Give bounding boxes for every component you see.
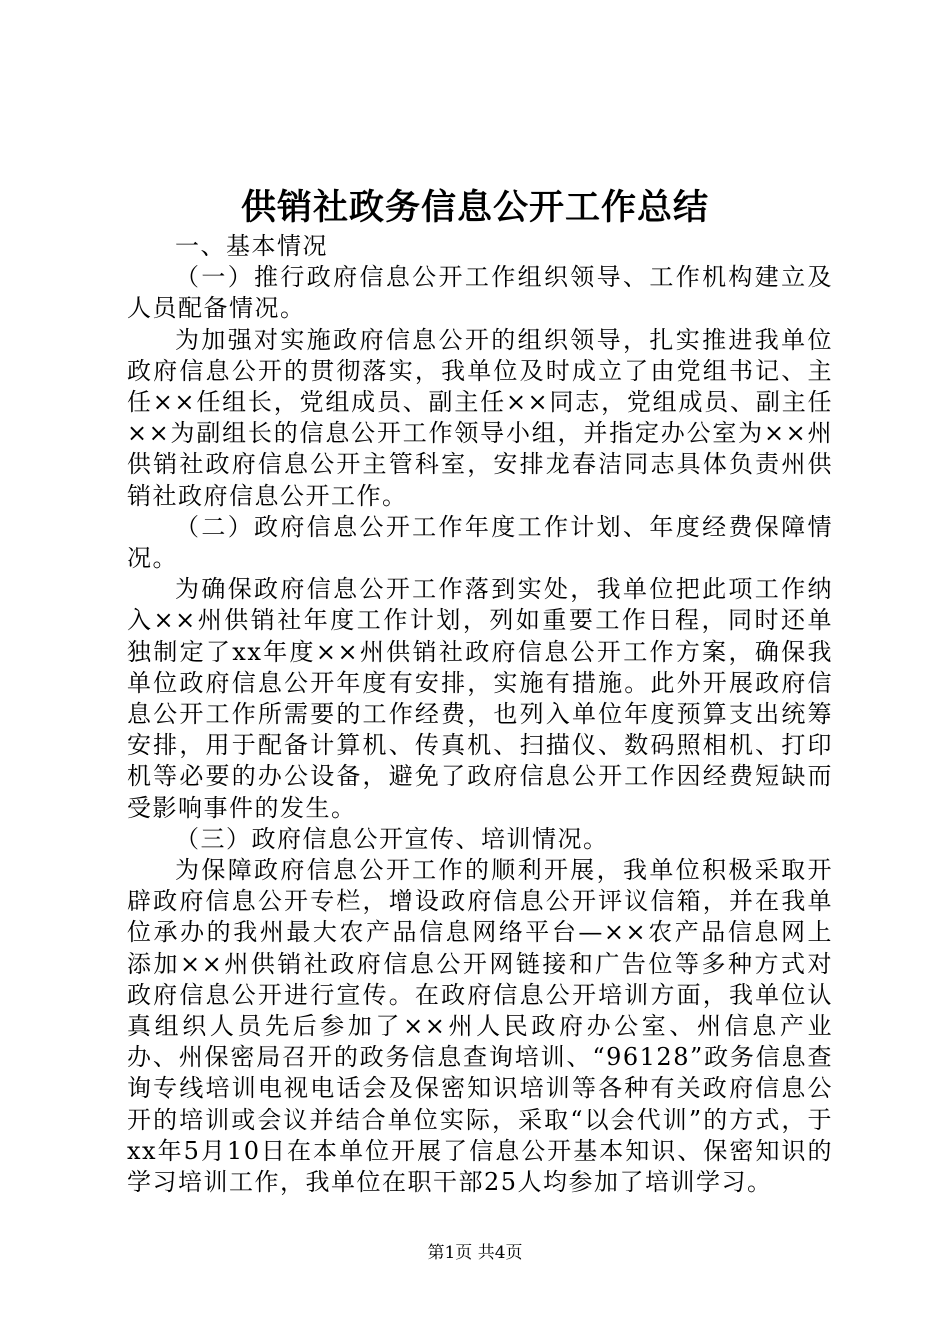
paragraph-2: 为确保政府信息公开工作落到实处，我单位把此项工作纳入××州供销社年度工作计划，列如重要工作日程，同时还单独制定了xx年度××州供销社政府信息公开工作方案，确保我单位政府信息公开年度有安排，实施有措施。此外开展政府信息公开工作所需要的工作经费，也列入单位年度预算支出统筹安排，用于配备计算机、传真机、扫描仪、数码照相机、打印机等必要的办公设备，避免了政府信息公开工作因经费短缺而受影响事件的发生。 bbox=[127, 575, 833, 822]
subsection-heading-1: （一）推行政府信息公开工作组织领导、工作机构建立及人员配备情况。 bbox=[127, 263, 833, 323]
page-footer: 第1页 共4页 bbox=[427, 1243, 523, 1263]
document-body bbox=[127, 231, 833, 1198]
section-heading-basic-situation: 一、基本情况 bbox=[175, 232, 328, 260]
subsection-heading-2: （二）政府信息公开工作年度工作计划、年度经费保障情况。 bbox=[127, 512, 833, 573]
subsection-heading-3: （三）政府信息公开宣传、培训情况。 bbox=[175, 824, 609, 853]
paragraph-1: 为加强对实施政府信息公开的组织领导，扎实推进我单位政府信息公开的贯彻落实，我单位及时成立了由党组书记、主任××任组长，党组成员、副主任××同志，党组成员、副主任××为副组长的信息公开工作领导小组，并指定办公室为××州供销社政府信息公开主管科室，安排龙春洁同志具体负责州供销社政府信息公开工作。 bbox=[127, 325, 833, 510]
paragraph-3: 为保障政府信息公开工作的顺利开展，我单位积极采取开辟政府信息公开专栏，增设政府信息公开评议信箱，并在我单位承办的我州最大农产品信息网络平台—××农产品信息网上添加××州供销社政府信息公开网链接和广告位等多种方式对政府信息公开进行宣传。在政府信息公开培训方面，我单位认真组织人员先后参加了××州人民政府办公室、州信息产业办、州保密局召开的政务信息查询培训、“96128”政务信息查询专线培训电视电话会及保密知识培训等各种有关政府信息公开的培训或会议并结合单位实际，采取“以会代训”的方式，于xx年5月10日在本单位开展了信息公开基本知识、保密知识的学习培训工作，我单位在职干部25人均参加了培训学习。 bbox=[127, 856, 833, 1197]
document-title: 供销社政务信息公开工作总结 bbox=[240, 187, 709, 228]
